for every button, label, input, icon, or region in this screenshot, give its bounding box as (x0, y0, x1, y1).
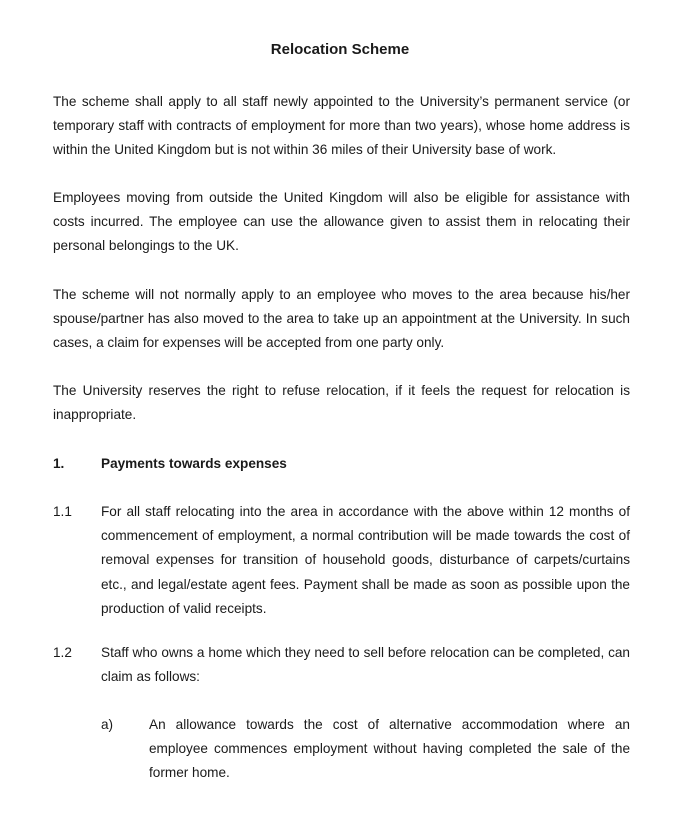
section-heading: Payments towards expenses (101, 456, 287, 471)
subclause-label: a) (101, 717, 114, 732)
paragraph-overseas-employees: Employees moving from outside the United Kingdom will also be eligible for assistance with costs incurred. The employee can use the allowance given to assist them in relocating their personal belongings to the UK. (53, 190, 630, 254)
paragraph-right-to-refuse: The University reserves the right to refuse relocation, if it feels the request for relocation is inappropriate. (53, 383, 630, 423)
document-title: Relocation Scheme (270, 41, 410, 58)
clause-number: 1.2 (53, 645, 72, 660)
clause-text: Staff who owns a home which they need to sell before relocation can be completed, can claim as follows: (101, 645, 630, 685)
paragraph-eligibility: The scheme shall apply to all staff newly appointed to the University’s permanent service (or temporary staff with contracts of employment for more than two years), whose home address is within the United Kingdom but is not within 36 miles of their University base of work. (53, 94, 630, 158)
clause-text: For all staff relocating into the area in accordance with the above within 12 months of commencement of employment, a normal contribution will be made towards the cost of removal expenses for transition of household goods, disturbance of carpets/curtains etc., and legal/estate agent fees. Payment shall be made as soon as possible upon the production of valid receipts. (101, 504, 630, 616)
subclause-text: An allowance towards the cost of alternative accommodation where an employee commences employment without having completed the sale of the former home. (149, 717, 630, 781)
section-number: 1. (53, 456, 65, 471)
paragraph-spouse-partner: The scheme will not normally apply to an employee who moves to the area because his/her spouse/partner has also moved to the area to take up an appointment at the University. In such cases, a claim for expenses will be accepted from one party only. (53, 287, 630, 351)
clause-number: 1.1 (53, 504, 72, 519)
